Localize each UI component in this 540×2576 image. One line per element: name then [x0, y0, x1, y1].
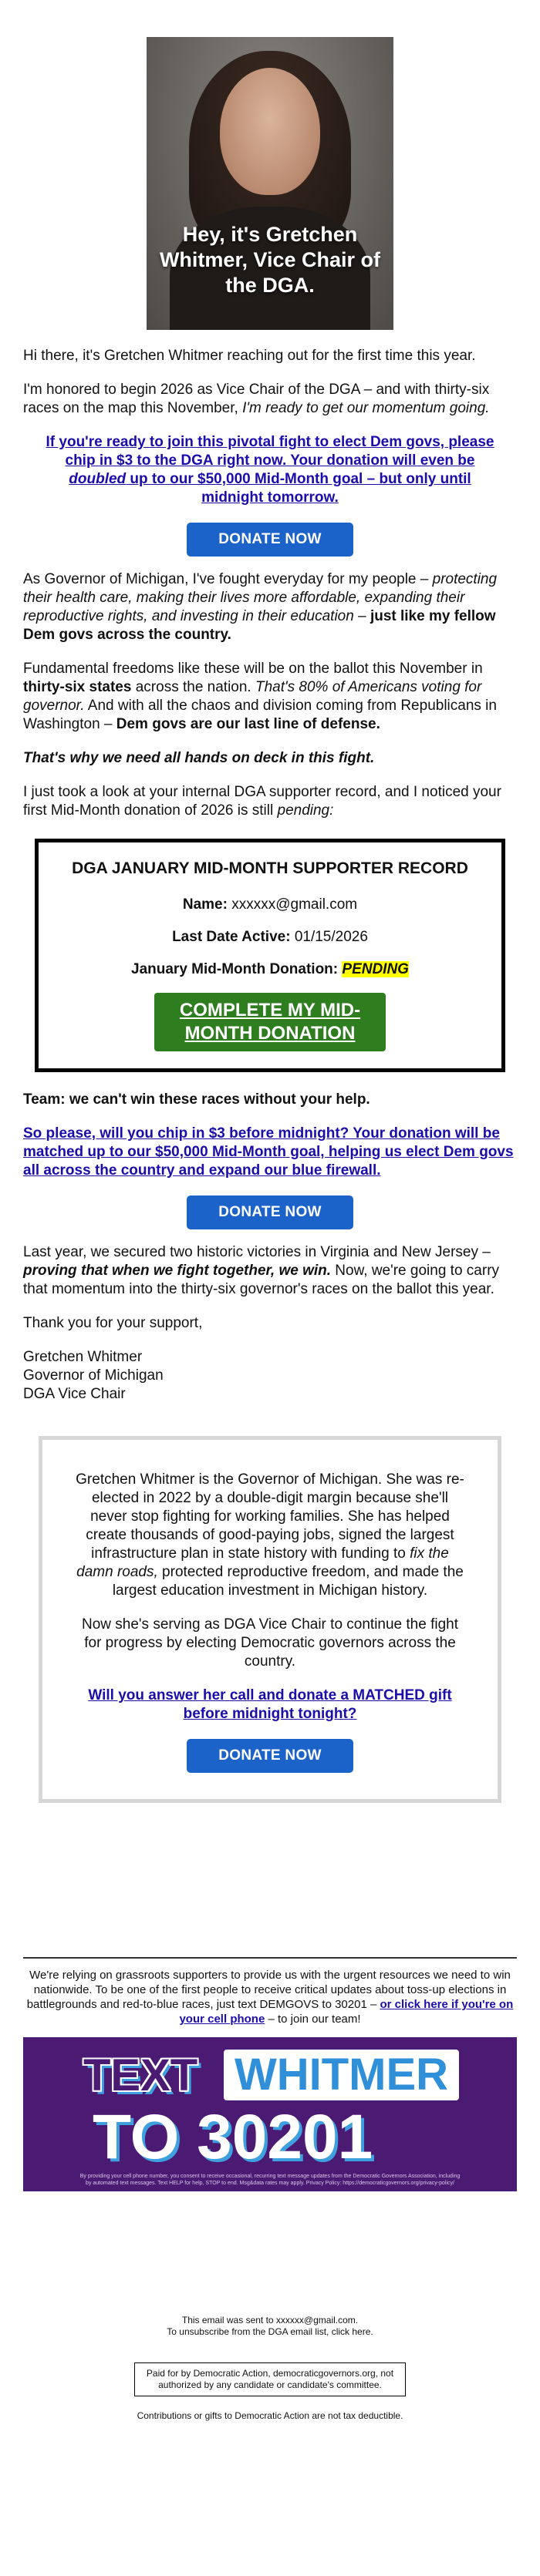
bio-box: [39, 1436, 501, 1803]
bio-text-c: protected reproductive freedom, and made the largest education investment in Michigan history.: [112, 1564, 464, 1599]
freedoms-text-italic: That's 80% of Americans voting for governor.: [23, 679, 482, 714]
grassroots-text-b: – to join our team!: [265, 2013, 361, 2026]
governor-text-c: –: [353, 608, 370, 624]
donate-ask-link-1[interactable]: [37, 433, 503, 507]
spacer-4: [23, 2396, 517, 2410]
record-donation-label: January Mid-Month Donation:: [131, 961, 339, 977]
email-body: [23, 347, 517, 2422]
record-intro-paragraph: [23, 783, 517, 820]
hero-image: [147, 37, 393, 330]
spacer: [23, 1803, 517, 1957]
governor-text-italic: protecting their health care, making their lives more affordable, expanding their reproductive rights, and investing in their education: [23, 571, 498, 624]
last-year-text-c: Now, we're going to carry that momentum into the thirty-six governor's races on the ballot this year.: [23, 1263, 500, 1297]
governor-text-bold: just like my fellow Dem govs across the country.: [23, 608, 496, 643]
donate-ask-link-2[interactable]: So please, will you chip in $3 before midnight? Your donation will be matched up to our $50,000 Mid-Month goal, helping us elect Dem govs all across the country and expand our blue firewall.: [23, 1125, 514, 1179]
record-intro-italic: pending:: [277, 802, 334, 819]
banner-fine-print: By providing your cell phone number, you consent to receive occasional, recurring text message updates from the Democratic Governors Association, including by automated text messages. Text HELP for help, STOP to end. Msg&data rates may apply. Privacy Policy: https://democraticgovernors.org/privacy-policy/: [79, 2174, 461, 2186]
last-year-text-bold: proving that when we fight together, we win.: [23, 1263, 332, 1279]
donate-now-button-3[interactable]: DONATE NOW: [187, 1739, 353, 1773]
text-whitmer-banner[interactable]: [23, 2037, 517, 2191]
team-paragraph: [23, 1091, 517, 1109]
unsubscribe-line: [23, 2326, 517, 2338]
complete-donation-button[interactable]: COMPLETE MY MID-MONTH DONATION: [154, 993, 386, 1051]
governor-paragraph: [23, 570, 517, 644]
divider: [23, 1957, 517, 1959]
unsubscribe-link[interactable]: To unsubscribe from the DGA email list, click here.: [167, 2326, 373, 2337]
banner-name-word: WHITMER: [224, 2050, 459, 2100]
paid-by-box: Paid for by Democratic Action, democraticgovernors.org, not authorized by any candidate or candidate's committee.: [134, 2362, 406, 2396]
banner-number: TO 30201: [93, 2102, 373, 2172]
donate-now-button-2[interactable]: DONATE NOW: [187, 1196, 353, 1229]
ask1-text-c: up to our $50,000 Mid-Month goal – but only until midnight tomorrow.: [126, 471, 471, 506]
signature-title-1: Governor of Michigan: [23, 1367, 164, 1384]
governor-text-a: As Governor of Michigan, I've fought everyday for my people –: [23, 571, 433, 587]
record-date-label: Last Date Active:: [172, 929, 291, 945]
bio-text-a: Gretchen Whitmer is the Governor of Michigan. She was re-elected in 2022 by a double-digit margin because she'll never stop fighting for working families. She has helped create thousands of good-paying jobs, signed the largest infrastructure plan in state history with funding to: [76, 1471, 464, 1562]
all-hands-paragraph: [23, 749, 517, 768]
record-name-value: xxxxxx@gmail.com: [231, 896, 358, 913]
all-hands-text: That's why we need all hands on deck in this fight.: [23, 750, 375, 766]
freedoms-text-e: And with all the chaos and division coming from Republicans in Washington –: [23, 698, 497, 732]
ask1-text-doubled: doubled: [69, 471, 127, 487]
record-date-value: 01/15/2026: [294, 929, 368, 945]
bio-paragraph-2: Now she's serving as DGA Vice Chair to continue the fight for progress by electing Democratic governors across the country.: [81, 1616, 459, 1670]
hero-face-shape: [220, 68, 320, 195]
signature-name: Gretchen Whitmer: [23, 1349, 143, 1365]
grassroots-text-a: We're relying on grassroots supporters to provide us with the urgent resources we need to win nationwide. To be one of the first people to receive critical updates about toss-up elections in battlegrounds and red-to-blue races, just text DEMGOVS to 30201 –: [26, 1969, 511, 2011]
team-text: Team: we can't win these races without your help.: [23, 1091, 370, 1108]
bio-donate-link[interactable]: Will you answer her call and donate a MATCHED gift before midnight tonight?: [88, 1687, 452, 1722]
record-donation-status-badge: PENDING: [342, 961, 409, 977]
last-year-paragraph: [23, 1243, 517, 1299]
intro-paragraph-2: [23, 381, 517, 418]
record-intro-text: I just took a look at your internal DGA supporter record, and I noticed your first Mid-Month donation of 2026 is still: [23, 784, 501, 819]
intro-italic: I'm ready to get our momentum going.: [242, 400, 490, 416]
freedoms-paragraph: [23, 660, 517, 734]
supporter-record-box: [35, 839, 505, 1072]
record-donation-row: [62, 960, 478, 979]
grassroots-paragraph: [23, 1968, 517, 2026]
record-date-row: [62, 928, 478, 947]
spacer-2: [23, 2191, 517, 2315]
supporter-record-title: DGA JANUARY MID-MONTH SUPPORTER RECORD: [72, 859, 468, 877]
bio-text-italic: fix the damn roads,: [76, 1545, 449, 1580]
signature-block: [23, 1348, 517, 1404]
last-year-text-a: Last year, we secured two historic victories in Virginia and New Jersey –: [23, 1244, 491, 1260]
sent-to-line: This email was sent to xxxxxx@gmail.com.: [181, 2315, 359, 2325]
freedoms-text-a: Fundamental freedoms like these will be on the ballot this November in: [23, 661, 483, 677]
spacer-3: [23, 2338, 517, 2362]
tax-disclaimer: Contributions or gifts to Democratic Action are not tax deductible.: [137, 2410, 403, 2421]
text-signup-link[interactable]: or click here if you're on your cell phone: [179, 1998, 514, 2026]
freedoms-text-bold: thirty-six states: [23, 679, 132, 695]
bio-paragraph-1: [73, 1471, 467, 1600]
ask1-text-a: If you're ready to join this pivotal fight to elect Dem govs, please chip in $3 to the DGA right now. Your donation will even be: [46, 434, 494, 469]
record-name-label: Name:: [182, 896, 228, 913]
thanks-paragraph: Thank you for your support,: [23, 1315, 203, 1331]
signature-title-2: DGA Vice Chair: [23, 1386, 126, 1402]
intro-text: I'm honored to begin 2026 as Vice Chair of the DGA – and with thirty-six races on the map this November,: [23, 382, 490, 416]
donate-now-button-1[interactable]: DONATE NOW: [187, 523, 353, 557]
hero-caption: Hey, it's Gretchen Whitmer, Vice Chair of the DGA.: [159, 223, 381, 297]
freedoms-text-c: across the nation.: [131, 679, 255, 695]
record-name-row: [62, 896, 478, 914]
banner-text-word: TEXT: [83, 2050, 198, 2100]
freedoms-text-bold-2: Dem govs are our last line of defense.: [116, 716, 380, 732]
intro-paragraph-1: Hi there, it's Gretchen Whitmer reaching out for the first time this year.: [23, 348, 476, 364]
